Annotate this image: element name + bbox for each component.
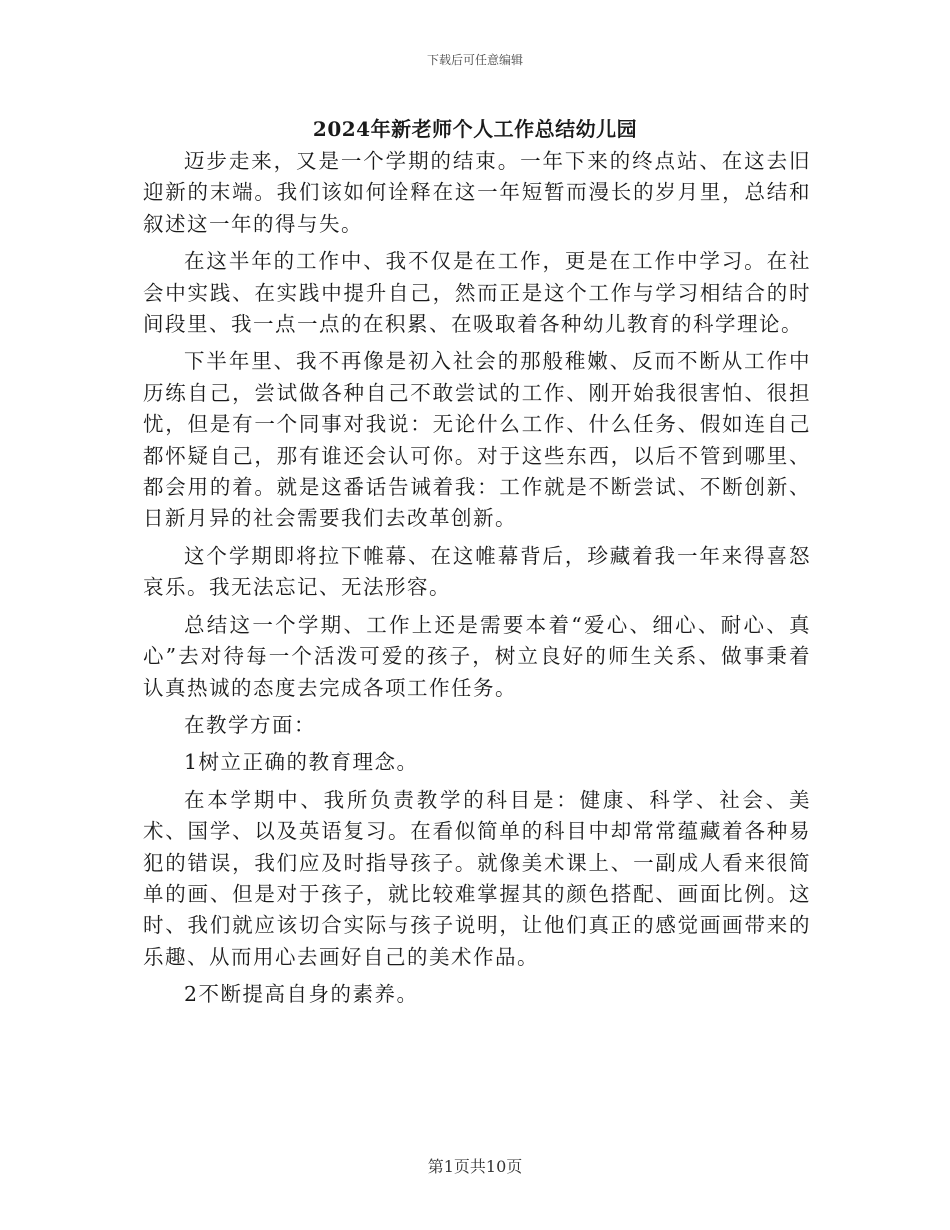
paragraph: 总结这一个学期、工作上还是需要本着“爱心、细心、耐心、真心”去对待每一个活泼可爱的孩子，树立良好的师生关系、做事秉着认真热诚的态度去完成各项工作任务。 [143,612,811,700]
paragraph: 在本学期中、我所负责教学的科目是：健康、科学、社会、美术、国学、以及英语复习。在看似简单的科目中却常常蕴藏着各种易犯的错误，我们应及时指导孩子。就像美术课上、一副成人看来很简单的画、但是对于孩子，就比较难掌握其的颜色搭配、画面比例。这时、我们就应该切合实际与孩子说明，让他们真正的感觉画画带来的乐趣、从而用心去画好自己的美术作品。 [143,787,811,969]
list-item-heading: 2不断提高自身的素养。 [184,982,419,1007]
section-heading: 在教学方面： [184,712,316,737]
document-title: 2024年新老师个人工作总结幼儿园 [312,117,638,141]
paragraph: 这个学期即将拉下帷幕、在这帷幕背后，珍藏着我一年来得喜怒哀乐。我无法忘记、无法形容。 [143,543,811,600]
page-header-note: 下载后可任意编辑 [426,53,523,67]
list-item-heading: 1树立正确的教育理念。 [184,750,419,775]
paragraph: 迈步走来，又是一个学期的结束。一年下来的终点站、在这去旧迎新的末端。我们该如何诠释在这一年短暂而漫长的岁月里，总结和叙述这一年的得与失。 [143,149,811,236]
document-body [143,146,811,1011]
page-number: 第1页共10页 [427,1157,523,1176]
paragraph: 在这半年的工作中、我不仅是在工作，更是在工作中学习。在社会中实践、在实践中提升自己，然而正是这个工作与学习相结合的时间段里、我一点一点的在积累、在吸取着各种幼儿教育的科学理论。 [143,249,811,337]
paragraph: 下半年里、我不再像是初入社会的那般稚嫩、反而不断从工作中历练自己，尝试做各种自己不敢尝试的工作、刚开始我很害怕、很担忧，但是有一个同事对我说：无论什么工作、什么任务、假如连自己都怀疑自己，那有谁还会认可你。对于这些东西，以后不管到哪里、都会用的着。就是这番话告诫着我：工作就是不断尝试、不断创新、日新月异的社会需要我们去改革创新。 [143,349,811,531]
